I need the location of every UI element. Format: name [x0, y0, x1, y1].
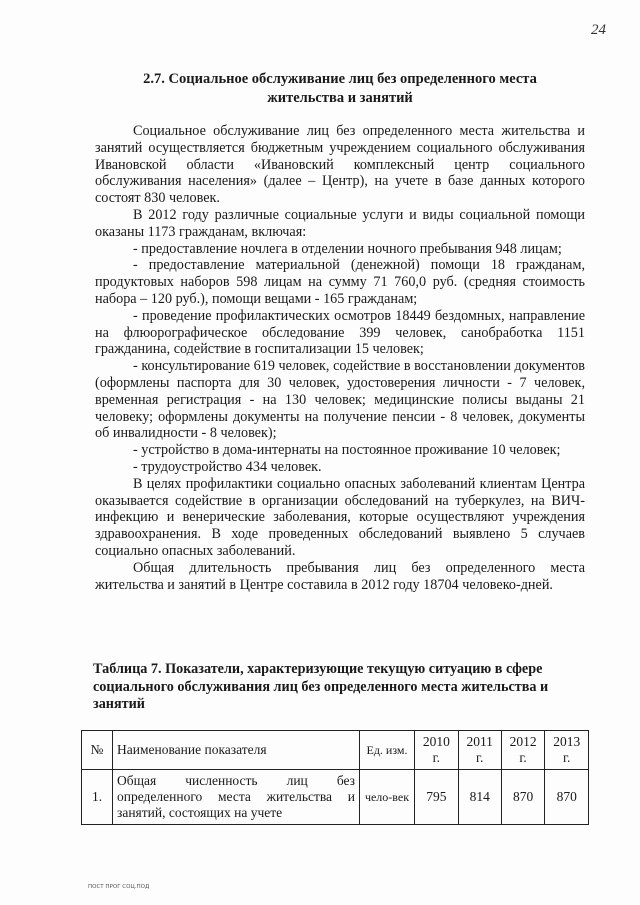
column-header-2012: 2012 г. — [501, 731, 545, 770]
column-header-2010: 2010 г. — [415, 731, 459, 770]
indicators-table — [81, 730, 589, 825]
cell-2010: 795 — [415, 770, 459, 825]
column-header-num: № — [82, 731, 113, 770]
column-header-name: Наименование показателя — [113, 731, 360, 770]
paragraph-services-2012: В 2012 году различные социальные услуги и виды социальной помощи оказаны 1173 гражданам, включая: — [95, 206, 585, 240]
cell-2013: 870 — [545, 770, 589, 825]
column-header-2011: 2011 г. — [458, 731, 501, 770]
list-item-consulting: - консультирование 619 человек, содействие в восстановлении документов (оформлены паспорта для 30 человек, удостоверения личности - 7 человек, временная регистрация - на 130 человек; медицинские полисы выданы 21 человеку; оформлены документы на получение пенсии - 8 человек, документы об инвалидности - 8 человек); — [95, 358, 585, 442]
page-number: 24 — [591, 22, 606, 38]
cell-2012: 870 — [501, 770, 545, 825]
section-title — [90, 70, 590, 108]
paragraph-total-stay: Общая длительность пребывания лиц без определенного места жительства и занятий в Центре составила в 2012 году 18704 человеко-дней. — [95, 559, 585, 593]
list-item-medical: - проведение профилактических осмотров 18449 бездомных, направление на флюорографическое обследование 399 человек, санобработка 1151 гражданина, содействие в госпитализации 15 человек; — [95, 307, 585, 358]
paragraph-intro: Социальное обслуживание лиц без определенного места жительства и занятий осуществляется бюджетным учреждением социального обслуживания Ивановской области «Ивановский комплексный центр социального обслуживания населения» (далее – Центр), на учете в базе данных которого состоят 830 человек. — [95, 123, 585, 207]
cell-name: Общая численность лиц без определенного места жительства и занятий, состоящих на учете — [113, 770, 360, 825]
list-item-boarding: - устройство в дома-интернаты на постоянное проживание 10 человек; — [133, 442, 561, 459]
cell-unit: чело-век — [360, 770, 415, 825]
list-item-employment: - трудоустройство 434 человек. — [133, 458, 322, 475]
paragraph-disease-prevention: В целях профилактики социально опасных заболеваний клиентам Центра оказывается содействие в организации обследований на туберкулез, на ВИЧ-инфекцию и венерические заболевания, которые осуществляют учреждения здравоохранения. В ходе проведенных обследований выявлено 5 случаев социально опасных заболеваний. — [95, 475, 585, 559]
table-header-row — [82, 731, 589, 770]
cell-2011: 814 — [458, 770, 501, 825]
section-title-line-2: жительства и занятий — [267, 90, 413, 106]
footer-mark: ПОСТ ПРОГ СОЦ.ПОД — [88, 884, 150, 890]
cell-num: 1. — [82, 770, 113, 825]
column-header-2013: 2013 г. — [545, 731, 589, 770]
body-text — [95, 123, 585, 593]
table-row — [82, 770, 589, 825]
table-caption: Таблица 7. Показатели, характеризующие текущую ситуацию в сфере социального обслуживания лиц без определенного места жительства и занятий — [93, 661, 549, 712]
column-header-unit: Ед. изм. — [360, 731, 415, 770]
list-item-lodging: - предоставление ночлега в отделении ночного пребывания 948 лицам; — [133, 240, 562, 257]
list-item-material-aid: - предоставление материальной (денежной) помощи 18 гражданам, продуктовых наборов 598 лицам на сумму 71 760,0 руб. (средняя стоимость набора – 120 руб.), помощи вещами - 165 гражданам; — [95, 257, 585, 307]
section-title-line-1: 2.7. Социальное обслуживание лиц без определенного места — [143, 71, 537, 87]
